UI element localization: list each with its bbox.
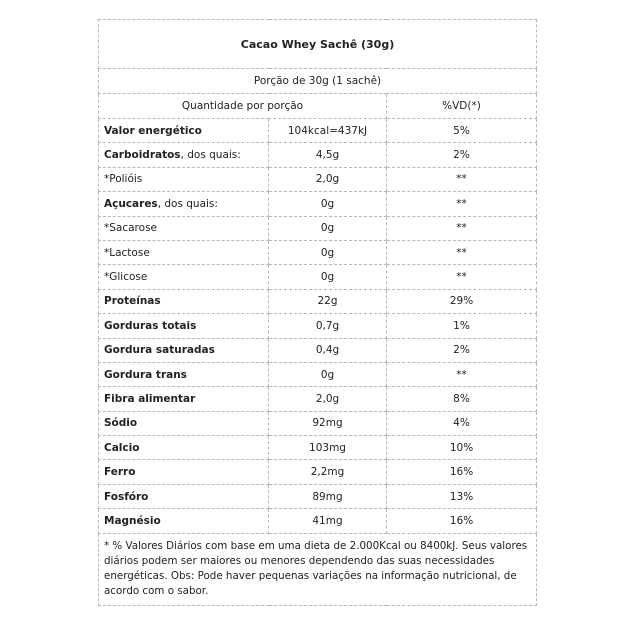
nutrient-name-rest: , dos quais: <box>157 197 218 210</box>
nutrient-vd: ** <box>387 216 537 240</box>
nutrient-name-bold: Gordura trans <box>104 368 187 381</box>
nutrient-vd: 10% <box>387 436 537 460</box>
nutrient-name-bold: Carboidratos <box>104 149 181 162</box>
nutrient-name <box>99 436 269 460</box>
nutrient-row <box>99 436 537 460</box>
nutrient-row <box>99 460 537 484</box>
footnote-row <box>99 533 537 605</box>
nutrient-quantity: 0,7g <box>269 314 387 338</box>
nutrient-vd: 1% <box>387 314 537 338</box>
nutrient-name <box>99 192 269 216</box>
nutrient-name <box>99 509 269 533</box>
nutrient-name-bold: Magnésio <box>104 514 161 527</box>
nutrient-vd: 16% <box>387 460 537 484</box>
nutrient-name-bold: Valor energético <box>104 124 202 137</box>
nutrient-vd: 4% <box>387 411 537 435</box>
nutrient-name-rest: *Polióis <box>104 173 143 186</box>
nutrient-row <box>99 289 537 313</box>
nutrient-row <box>99 119 537 143</box>
nutrient-vd: 5% <box>387 119 537 143</box>
nutrient-quantity: 2,0g <box>269 387 387 411</box>
nutrient-name <box>99 338 269 362</box>
nutrient-quantity: 103mg <box>269 436 387 460</box>
nutrient-quantity: 0g <box>269 216 387 240</box>
nutrient-name <box>99 387 269 411</box>
nutrient-name <box>99 143 269 167</box>
nutrient-name <box>99 460 269 484</box>
nutrient-name <box>99 484 269 508</box>
header-row <box>99 94 537 119</box>
nutrient-quantity: 89mg <box>269 484 387 508</box>
nutrient-row <box>99 411 537 435</box>
nutrient-quantity: 0g <box>269 362 387 386</box>
nutrient-name <box>99 314 269 338</box>
nutrient-row <box>99 265 537 289</box>
nutrition-table <box>98 19 537 606</box>
nutrient-name <box>99 289 269 313</box>
nutrient-name <box>99 362 269 386</box>
nutrient-quantity: 0,4g <box>269 338 387 362</box>
header-vd: %VD(*) <box>387 94 537 119</box>
portion-size: Porção de 30g (1 sachê) <box>99 69 537 94</box>
nutrient-row <box>99 338 537 362</box>
nutrition-facts-panel <box>98 19 537 606</box>
nutrient-name <box>99 265 269 289</box>
nutrient-row <box>99 240 537 264</box>
nutrient-row <box>99 192 537 216</box>
nutrient-quantity: 22g <box>269 289 387 313</box>
nutrient-row <box>99 167 537 191</box>
nutrient-vd: ** <box>387 240 537 264</box>
nutrient-name-bold: Ferro <box>104 466 136 479</box>
nutrient-name <box>99 167 269 191</box>
footnote: * % Valores Diários com base em uma dieta de 2.000Kcal ou 8400kJ. Seus valores diários podem ser maiores ou menores dependendo das suas necessidades energéticas. Obs: Pode haver pequenas variações na informação nutricional, de acordo com o sabor. <box>99 533 537 605</box>
nutrient-vd: 2% <box>387 338 537 362</box>
nutrient-vd: 2% <box>387 143 537 167</box>
header-quantity: Quantidade por porção <box>99 94 387 119</box>
nutrient-row <box>99 216 537 240</box>
nutrient-row <box>99 314 537 338</box>
nutrient-name-rest: *Glicose <box>104 271 148 284</box>
nutrient-row <box>99 143 537 167</box>
nutrient-quantity: 2,0g <box>269 167 387 191</box>
nutrient-row <box>99 509 537 533</box>
nutrient-vd: ** <box>387 362 537 386</box>
nutrient-name <box>99 216 269 240</box>
nutrient-name-bold: Fosfóro <box>104 490 149 503</box>
nutrient-name-bold: Gorduras totais <box>104 319 197 332</box>
nutrient-row <box>99 484 537 508</box>
portion-row <box>99 69 537 94</box>
nutrient-vd: 29% <box>387 289 537 313</box>
nutrient-name-bold: Calcio <box>104 441 140 454</box>
nutrient-name <box>99 119 269 143</box>
nutrient-quantity: 41mg <box>269 509 387 533</box>
nutrient-quantity: 104kcal=437kJ <box>269 119 387 143</box>
nutrient-row <box>99 362 537 386</box>
nutrient-name-bold: Sódio <box>104 417 138 430</box>
nutrient-name-bold: Açucares <box>104 197 158 210</box>
nutrient-quantity: 0g <box>269 240 387 264</box>
nutrient-vd: ** <box>387 192 537 216</box>
nutrient-quantity: 4,5g <box>269 143 387 167</box>
nutrient-vd: 16% <box>387 509 537 533</box>
nutrient-vd: ** <box>387 167 537 191</box>
nutrient-name <box>99 411 269 435</box>
product-title: Cacao Whey Sachê (30g) <box>99 20 537 69</box>
nutrient-name <box>99 240 269 264</box>
nutrient-name-bold: Proteínas <box>104 295 161 308</box>
nutrient-name-rest: *Sacarose <box>104 222 157 235</box>
nutrient-name-bold: Fibra alimentar <box>104 392 196 405</box>
nutrient-vd: 8% <box>387 387 537 411</box>
nutrient-name-bold: Gordura saturadas <box>104 344 215 357</box>
nutrient-row <box>99 387 537 411</box>
nutrient-vd: 13% <box>387 484 537 508</box>
nutrient-quantity: 92mg <box>269 411 387 435</box>
nutrient-quantity: 0g <box>269 265 387 289</box>
nutrient-quantity: 2,2mg <box>269 460 387 484</box>
nutrient-quantity: 0g <box>269 192 387 216</box>
nutrient-name-rest: *Lactose <box>104 246 150 259</box>
nutrient-name-rest: , dos quais: <box>180 149 241 162</box>
nutrient-vd: ** <box>387 265 537 289</box>
title-row <box>99 20 537 69</box>
